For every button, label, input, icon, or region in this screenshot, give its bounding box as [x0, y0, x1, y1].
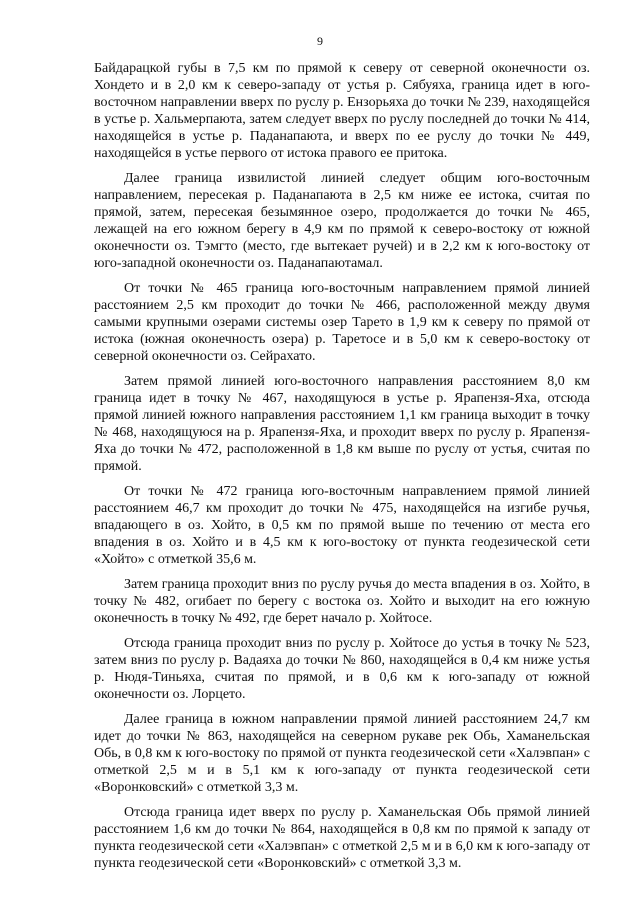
paragraph-9: Отсюда граница идет вверх по руслу р. Хаманельская Обь прямой линией расстоянием 1,6 км до точки № 864, находящейся в 0,8 км по прямой к западу от пункта геодезической сети «Халэвпан» с отметкой 2,5 м и в 6,0 км к юго-западу от пункта геодезической сети «Воронковский» с отметкой 3,3 м.	[94, 805, 590, 871]
paragraph-8: Далее граница в южном направлении прямой линией расстоянием 24,7 км идет до точки № 863, находящейся на северном рукаве рек Обь, Хаманельская Обь, в 0,8 км к юго-востоку по прямой от пункта геодезической сети «Халэвпан» с отметкой 2,5 м и в 5,1 км к юго-западу от пункта геодезической сети «Воронковский» с отметкой 3,3 м.	[94, 712, 590, 795]
paragraph-5: От точки № 472 граница юго-восточным направлением прямой линией расстоянием 46,7 км проходит до точки № 475, находящейся на изгибе ручья, впадающего в оз. Хойто, в 0,5 км по прямой выше по течению от места его впадения в оз. Хойто и в 4,5 км к юго-востоку от пункта геодезической сети «Хойто» с отметкой 35,6 м.	[94, 484, 590, 567]
paragraph-3: От точки № 465 граница юго-восточным направлением прямой линией расстоянием 2,5 км проходит до точки № 466, расположенной между двумя самыми крупными озерами системы озер Тарето в 1,9 км к северу по прямой от истока (южная оконечность озера) р. Таретосе и в 5,0 км к северо-востоку от северной оконечности оз. Сейрахато.	[94, 281, 590, 364]
paragraph-7: Отсюда граница проходит вниз по руслу р. Хойтосе до устья в точку № 523, затем вниз по руслу р. Вадаяха до точки № 860, находящейся в 0,4 км ниже устья р. Нюдя-Тиньяха, считая по прямой, и в 0,6 км к юго-западу от южной оконечности оз. Лорцето.	[94, 636, 590, 702]
paragraph-4: Затем прямой линией юго-восточного направления расстоянием 8,0 км граница идет в точку № 467, находящуюся в устье р. Ярапензя-Яха, отсюда прямой линией южного направления расстоянием 1,1 км граница выходит в точку № 468, находящуюся на р. Ярапензя-Яха, и проходит вверх по руслу р. Ярапензя-Яха до точки № 472, расположенной в 1,8 км выше по руслу от устья, считая по прямой.	[94, 374, 590, 474]
paragraph-1: Байдарацкой губы в 7,5 км по прямой к северу от северной оконечности оз. Хондето и в 2,0 км к северо-западу от устья р. Сябуяха, граница идет в юго-восточном направлении вверх по руслу р. Ензорьяха до точки № 239, находящейся в устье р. Хальмерпаюта, затем следует вверх по руслу последней до точки № 414, находящейся в устье р. Паданапаюта, и вверх по ее руслу до точки № 449, находящейся в устье первого от истока правого ее притока.	[94, 61, 590, 161]
page-number: 9	[317, 34, 323, 48]
paragraph-6: Затем граница проходит вниз по руслу ручья до места впадения в оз. Хойто, в точку № 482, огибает по берегу с востока оз. Хойто и выходит на его южную оконечность в точку № 492, где берет начало р. Хойтосе.	[94, 577, 590, 626]
document-body	[94, 60, 590, 880]
paragraph-2: Далее граница извилистой линией следует общим юго-восточным направлением, пересекая р. Паданапаюта в 2,5 км ниже ее истока, считая по прямой, затем, пересекая безымянное озеро, продолжается до точки № 465, лежащей на его южном берегу в 4,9 км по прямой к северо-востоку от южной оконечности оз. Тэмгто (место, где вытекает ручей) и в 2,2 км к юго-востоку от юго-западной оконечности оз. Паданапаютамал.	[94, 171, 590, 271]
